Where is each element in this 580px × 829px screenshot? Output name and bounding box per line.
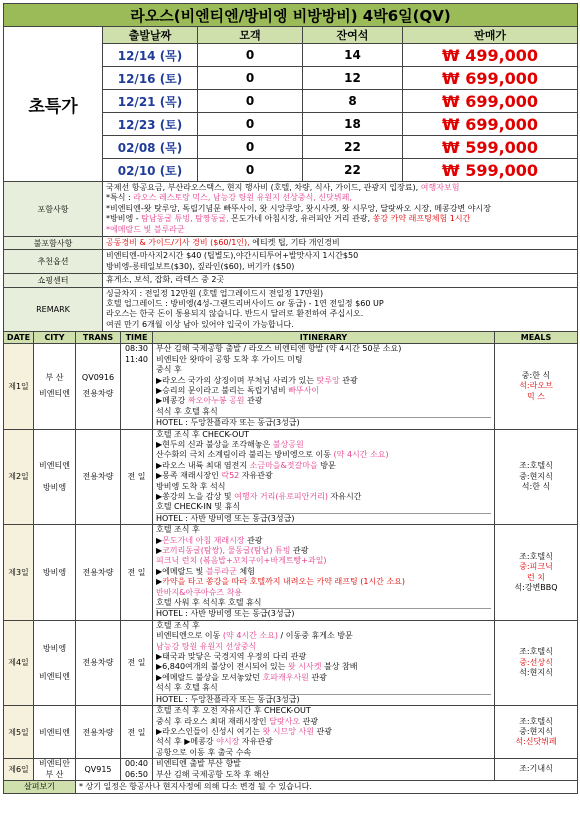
highlight-text: 여행자 거리(유로피안거리) [234, 491, 328, 501]
header-city: CITY [34, 332, 76, 344]
highlight-text: 빠뚜사이 [288, 385, 320, 395]
itinerary-line: ▶ [156, 535, 163, 545]
booked-count: 0 [198, 159, 303, 182]
booked-count: 0 [198, 90, 303, 113]
remaining-seats: 12 [303, 67, 403, 90]
itinerary-line: 관광 [244, 535, 263, 545]
highlight-text: 선상중식 [222, 641, 257, 651]
itinerary-line: 석식 후 호텔 휴식 [156, 406, 218, 416]
departure-date: 02/08 (목) [103, 136, 198, 159]
departure-date: 12/16 (토) [103, 67, 198, 90]
time: 전 일 [121, 429, 153, 525]
day-label: 제3일 [4, 525, 34, 621]
header-departure: 출발날짜 [103, 27, 198, 44]
itinerary-line: 호텔 사워 후 석식후 호텔 휴식 [156, 598, 262, 608]
meal: 중:현지식 [519, 726, 553, 736]
itinerary-line: ▶라오스 국가의 상징이며 부처님 사리가 있는 [156, 375, 317, 385]
highlight-text: (약 4시간 소요) [333, 450, 389, 460]
itinerary-line: 중식 후 라오스 최대 재래시장인 [156, 716, 270, 726]
meal: 믹 스 [527, 391, 545, 401]
booked-count: 0 [198, 113, 303, 136]
remark-line: 라오스는 한국 돈이 통용되지 않습니다. 반드시 달러로 환전하여 주십시오. [106, 309, 364, 319]
itinerary-day [4, 759, 578, 781]
sale-price: ₩ 599,000 [403, 136, 578, 159]
sale-price: ₩ 699,000 [403, 67, 578, 90]
transport: 전용차량 [76, 706, 121, 759]
itinerary-line: 체험 [236, 566, 255, 576]
itinerary-line: 호텔 조식 후 [156, 620, 200, 630]
options-label: 추천옵션 [4, 250, 103, 274]
itinerary-line: / 이동중 휴게소 방문 [277, 631, 353, 641]
departure-date: 12/23 (토) [103, 113, 198, 136]
itinerary-line: 부산 김해 국제공항 출발 / 라오스 비엔티엔 향발 (약 4시간 50분 소요) [156, 344, 402, 354]
highlight-text: 코끼리동굴(탐쌍), 물동굴(탐남) 튜빙 [162, 546, 291, 555]
transport: 전용차량 [76, 620, 121, 705]
info-table [3, 181, 578, 332]
itinerary-day [4, 620, 578, 705]
header-meals: MEALS [495, 332, 578, 344]
time: 전 일 [121, 620, 153, 705]
itinerary-line: 관광 [308, 672, 327, 682]
sale-price: ₩ 699,000 [403, 90, 578, 113]
time: 전 일 [121, 706, 153, 759]
sale-price: ₩ 699,000 [403, 113, 578, 136]
excluded-fee: 공동경비 & 가이드/기사 경비 ($60/1인), [106, 238, 250, 248]
highlight-text: 왓 시사켓 [287, 662, 322, 672]
highlight-text: 소금마을&젓갈마을 [249, 460, 318, 470]
day-label: 제2일 [4, 429, 34, 525]
meal: 중:현지식 [519, 471, 553, 481]
header-remaining: 잔여석 [303, 27, 403, 44]
highlight-text: 카약을 타고 쏭강을 따라 호텔까지 내려오는 카약 래프팅 (1시간 소요) [162, 577, 406, 587]
itinerary-line: ▶에메랄드 불상을 모셔놓았던 [156, 672, 263, 682]
flight-number: QV0916 [81, 373, 115, 383]
remark-line: 호텔 업그레이드 : 방비엥(4성-그랜드리버사이드 or 동급) - 1연 전일정 $60 UP [106, 299, 384, 309]
itinerary-table [3, 331, 578, 794]
remaining-seats: 8 [303, 90, 403, 113]
day-label: 제6일 [4, 759, 34, 781]
itinerary-line: 호텔 조식 후 오전 자유시간 후 CHECK-OUT [156, 706, 311, 716]
itinerary-line: 자유관광 [239, 737, 273, 747]
highlight-text: 왓 시므앙 사원 [262, 726, 314, 736]
itinerary-day [4, 429, 578, 525]
highlight-text: 락52 [221, 471, 240, 481]
city: 방비엥 [42, 482, 67, 492]
highlight-text: 짜오아누봉 공원 [187, 396, 245, 406]
itinerary-line: 석식 후 ▶메콩강 [156, 737, 217, 747]
itinerary-line: ▶쏭강의 노을 감상 및 [156, 491, 235, 501]
meal: 조:호텔식 [519, 716, 553, 726]
footer-label: 살펴보기 [4, 780, 76, 793]
remaining-seats: 18 [303, 113, 403, 136]
itinerary-line: ▶현두의 신과 불상을 조각해놓은 [156, 439, 273, 449]
departure-date: 12/21 (목) [103, 90, 198, 113]
flight-number: QV915 [76, 759, 121, 781]
meal: 석:현지식 [519, 668, 553, 678]
header-trans: TRANS [76, 332, 121, 344]
itinerary-line: ▶ [156, 546, 163, 555]
departure-date: 12/14 (목) [103, 44, 198, 67]
itinerary-line: ▶승리의 문이라고 불리는 독립기념비 [156, 385, 289, 395]
itinerary-line: ▶메콩강 [156, 396, 188, 406]
included-line: 국제선 항공요금, 부산라오스택스, 현지 행사비 (호텔, 차량, 식사, 가이드, 관광지 입장료), [106, 183, 419, 192]
itinerary-day [4, 706, 578, 759]
city: 비엔티안 [39, 759, 70, 769]
transport: 전용차량 [82, 389, 114, 399]
itinerary-line: 석식 후 호텔 휴식 [156, 683, 218, 693]
time: 08:30 [124, 344, 149, 354]
cave-tubing-text: 탐남동굴 튜빙, 탐짱동굴, [141, 214, 229, 224]
highlight-text: (볶음밥+꼬치구이+바게트빵+과일) [199, 556, 327, 566]
departure-date: 02/10 (토) [103, 159, 198, 182]
transport: 전용차량 [76, 525, 121, 621]
kayak-text: 쏭강 카약 래프팅체험 1시간 [372, 214, 471, 224]
city: 비엔티엔 [34, 706, 76, 759]
header-time: TIME [121, 332, 153, 344]
meal: 조:기내식 [495, 759, 578, 781]
day-label: 제5일 [4, 706, 34, 759]
itinerary-line: ▶에메랄드 빛 [156, 566, 206, 576]
itinerary-line: 관광 [290, 546, 309, 555]
meal: 중:피크닉 [519, 562, 553, 572]
itinerary-line: ▶라오스인들이 신성시 여기는 [156, 726, 263, 736]
hotel-info: HOTEL : 두앙찬플라자 또는 동급(3성급) [156, 417, 491, 428]
meal: 석:라오브 [519, 381, 553, 391]
included-label: 포함사항 [4, 182, 103, 237]
special-meal-label: *특식 : [106, 193, 134, 203]
option-line: 비엔티엔-마사지2시간 $40 (팁별도),야간시티투어+발맛사지 1시간$50 [106, 251, 359, 261]
itinerary-line: 공항으로 이동 후 출국 수속 [156, 747, 252, 757]
highlight-text: 달랏사오 [269, 716, 301, 726]
excluded-other: 에티켓 팁, 기타 개인경비 [249, 238, 340, 248]
itinerary-line: ▶ [156, 577, 163, 587]
remaining-seats: 22 [303, 159, 403, 182]
itinerary-line: ▶라오스 내륙 최대 염전지 [156, 460, 250, 470]
city: 방비엥 [34, 525, 76, 621]
vientiane-tours: *비엔티엔-왓 탓루앙, 독립기념문 빠뚜사이, 왓 시앙쿠앙, 왓시사켓, 왓 시무앙, 달랏싸오 시장, 메콩강변 야시장 [106, 203, 491, 213]
city: 비엔티엔 [39, 460, 70, 470]
itinerary-line: 비엔티안 왓따이 공항 도착 후 가이드 미팅 [156, 354, 303, 364]
vangvieng-label: *방비엥 - [106, 214, 142, 224]
meal: 석:강변BBQ [514, 582, 558, 592]
city: 비엔티엔 [39, 389, 70, 399]
itinerary-line: 관광 [339, 375, 358, 385]
itinerary-line: 방문 [317, 460, 336, 470]
booked-count: 0 [198, 136, 303, 159]
city: 방비엥 [42, 643, 67, 653]
highlight-text: 블루라군 [205, 566, 237, 576]
meal: 중:선상식 [519, 657, 553, 667]
insurance-text: 여행자보험 [418, 183, 460, 192]
booked-count: 0 [198, 67, 303, 90]
shopping-text: 휴게소, 보석, 잡화, 라텍스 중 2곳 [106, 275, 225, 285]
time: 전 일 [121, 525, 153, 621]
meal: 석:신닷뷔페 [515, 737, 557, 747]
highlight-text: 반바지&아쿠아슈즈 착용 [156, 587, 243, 597]
itinerary-line: 산수화의 극치 소계림이라 불리는 방비엥으로 이동 [156, 450, 334, 460]
option-line: 방비엥-롱테일보트($30), 짚라인($60), 버기카 ($50) [106, 261, 295, 271]
itinerary-line: 불상 참배 [321, 662, 358, 672]
meal: 석:한 식 [521, 482, 551, 492]
highlight-text: 불상공원 [272, 439, 304, 449]
remark-label: REMARK [4, 287, 103, 332]
header-booked: 모객 [198, 27, 303, 44]
footer-note: * 상기 일정은 항공사나 현지사정에 의해 다소 변경 될 수 있습니다. [76, 780, 578, 793]
itinerary-line: 자유관광 [239, 471, 273, 481]
remaining-seats: 22 [303, 136, 403, 159]
booked-count: 0 [198, 44, 303, 67]
itinerary-day [4, 525, 578, 621]
price-table [3, 3, 578, 182]
tour-document [3, 3, 577, 794]
page-title: 라오스(비엔티엔/방비엥 비방방비) 4박6일(QV) [4, 4, 578, 27]
hotel-info: HOTEL : 두앙찬플라자 또는 동급(3성급) [156, 694, 491, 705]
sale-price: ₩ 599,000 [403, 159, 578, 182]
remark-line: 여권 만기 6개월 이상 남아 있어야 입국이 가능합니다. [106, 319, 294, 329]
itinerary-line: 방비엥 도착 후 석식 [156, 481, 226, 491]
sale-price: ₩ 499,000 [403, 44, 578, 67]
meal: 조:호텔식 [519, 461, 553, 471]
itinerary-line: 관광 [300, 716, 319, 726]
header-price: 판매가 [403, 27, 578, 44]
itinerary-line: 부산 김해 국제공항 도착 후 해산 [156, 769, 270, 779]
highlight-text: 야시장 [216, 737, 240, 747]
itinerary-line: ▶6,840여개의 불상이 전시되어 있는 [156, 662, 288, 672]
transport: 전용차량 [76, 429, 121, 525]
itinerary-line: 관광 [244, 396, 263, 406]
itinerary-line: 호텔 CHECK-IN 및 휴식 [156, 502, 241, 512]
day-label: 제1일 [4, 344, 34, 429]
itinerary-line: 비엔티엔으로 이동 [156, 631, 223, 641]
itinerary-day [4, 344, 578, 429]
remark-line: 싱글차지 : 전일정 12만원 (호텔 업그레이드시 전일정 17만원) [106, 288, 324, 298]
meal: 조:호텔식 [519, 551, 553, 561]
header-itinerary: ITINERARY [153, 332, 495, 344]
meal: 중:한 식 [521, 370, 551, 380]
time: 11:40 [124, 354, 149, 364]
special-price-label: 초특가 [4, 27, 103, 182]
highlight-text: 몬도가네 아침 재래시장 [162, 535, 245, 545]
itinerary-line: 자유시간 [327, 491, 362, 501]
itinerary-line: 호텔 조식 후 CHECK-OUT [156, 429, 250, 439]
hotel-info: HOTEL : 사반 방비엥 또는 동급(3성급) [156, 513, 491, 524]
vangvieng-tours: 몬도가네 아침시장, 유러피안 거리 관광, [228, 214, 373, 224]
excluded-label: 불포함사항 [4, 237, 103, 250]
special-meal-text: 라오스 레스토랑 믹스, 남능강 탕원 유원지 선상중식, 신닷뷔페, [133, 193, 352, 203]
highlight-text: 호파캐우사원 [262, 672, 309, 682]
itinerary-line: 관광 [314, 726, 332, 736]
itinerary-line: 비엔티엔 출발 부산 향발 [156, 759, 241, 769]
itinerary-line: ▶태국과 맞닿은 국경지역 우정의 다리 관광 [156, 652, 307, 662]
highlight-text: 피크닉 런치 [156, 556, 200, 566]
day-label: 제4일 [4, 620, 34, 705]
blue-lagoon-text: *에메랄드 빛 블루라군 [106, 224, 185, 234]
highlight-text: 탓루앙 [316, 375, 340, 385]
header-date: DATE [4, 332, 34, 344]
shopping-label: 쇼핑센터 [4, 274, 103, 287]
itinerary-line: 중식 후 [156, 365, 182, 375]
meal: 런 치 [527, 572, 545, 582]
city: 부 산 [45, 769, 64, 779]
hotel-info: HOTEL : 사반 방비엥 또는 동급(3성급) [156, 608, 491, 619]
city: 부 산 [45, 373, 64, 383]
remaining-seats: 14 [303, 44, 403, 67]
highlight-text: 남능강 탕원 유원지 [156, 641, 223, 651]
city: 비엔티엔 [39, 671, 70, 681]
time: 00:40 [124, 759, 149, 769]
meal: 조:호텔식 [519, 647, 553, 657]
time: 06:50 [124, 769, 149, 779]
itinerary-line: ▶몽족 재래시장인 [156, 471, 222, 481]
highlight-text: (약 4시간 소요) [222, 631, 278, 641]
included-text [103, 182, 578, 237]
itinerary-line: 호텔 조식 후 [156, 525, 200, 535]
